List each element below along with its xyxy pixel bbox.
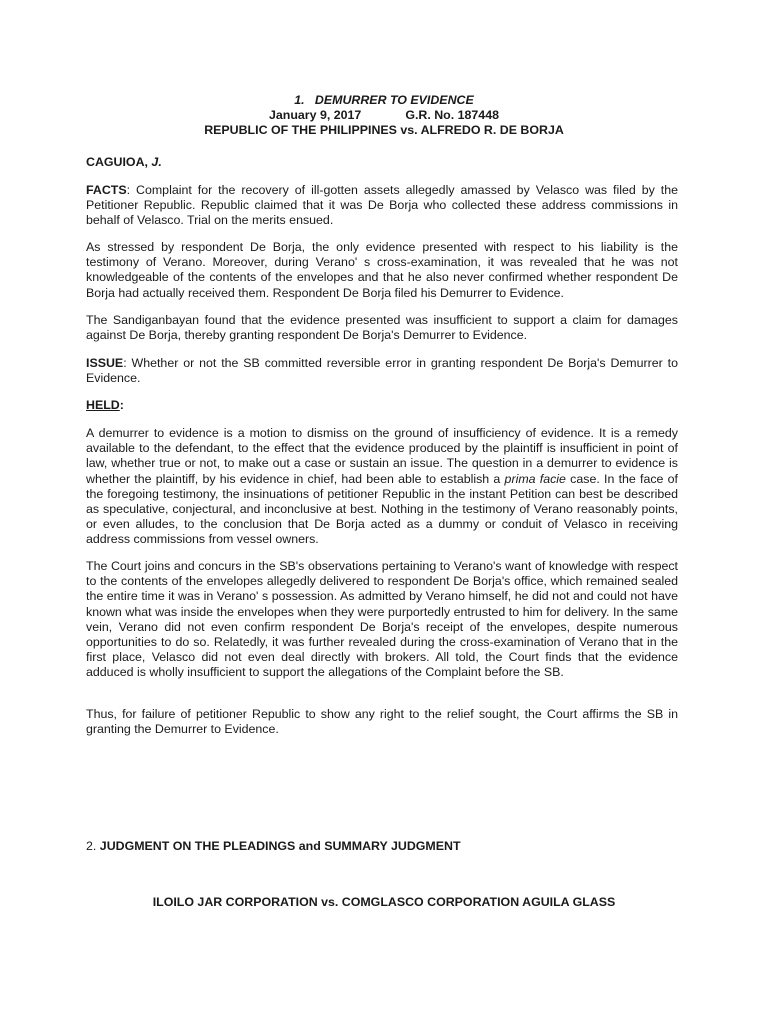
section-1-heading: [0, 93, 768, 108]
held-heading: [86, 398, 678, 413]
section-1-number: 1.: [294, 93, 305, 107]
issue-paragraph: [86, 356, 678, 386]
issue-label: ISSUE: [86, 356, 124, 370]
section-1-title: DEMURRER TO EVIDENCE: [314, 93, 474, 107]
held-paragraph-1-before: A demurrer to evidence is a motion to dismiss on the ground of insufficiency of evidence. It is a remedy available to the defendant, to the effect that the evidence produced by the plaintiff is insufficient in point of law, whether true or not, to make out a case or sustain an issue. The question in a demurrer to evidence is whether the plaintiff, by his evidence in chief, had been able to establish a: [86, 426, 678, 486]
held-paragraph-1-italic: prima facie: [504, 471, 566, 486]
ponente-name: CAGUIOA,: [86, 155, 148, 169]
ponente: [86, 155, 678, 170]
section-2-number: 2.: [86, 839, 97, 853]
case-date: January 9, 2017: [269, 108, 362, 122]
facts-label: FACTS: [86, 183, 127, 197]
case-date-line: [0, 108, 768, 123]
facts-paragraph: [86, 183, 678, 229]
section-2-heading: [86, 839, 678, 854]
held-colon: :: [119, 398, 124, 412]
held-label: HELD: [86, 398, 120, 412]
held-paragraph-1-after: case. In the face of the foregoing testimony, the insinuations of petitioner Republic in the instant Petition can best be described as speculative, conjectural, and inconclusive at best. Nothing in the testimony of Verano reasonably points, or even alludes, to the conclusion that De Borja acted as a dummy or conduit of Velasco in receiving address commissions from vessel owners.: [86, 471, 678, 547]
case-gr-number: G.R. No. 187448: [405, 108, 499, 122]
held-paragraph-2: The Court joins and concurs in the SB's observations pertaining to Verano's want of knowledge with respect to the contents of the envelopes allegedly delivered to respondent De Borja's office, which remained sealed the entire time it was in Verano' s possession. As admitted by Verano himself, he did not and could not have known what was inside the envelopes when they were purportedly entrusted to him for delivery. In the same vein, Verano did not even confirm respondent De Borja's receipt of the envelopes, despite numerous opportunities to do so. Relatedly, it was further revealed during the cross-examination of Verano that in the first place, Velasco did not even deal directly with brokers. All told, the Court finds that the evidence adduced is wholly insufficient to support the allegations of the Complaint before the SB.: [86, 559, 678, 680]
facts-text: : Complaint for the recovery of ill-gotten assets allegedly amassed by Velasco was filed by the Petitioner Republic. Republic claimed that it was De Borja who collected these address commissions in behalf of Velasco. Trial on the merits ensued.: [86, 183, 678, 228]
held-paragraph-1: [86, 426, 678, 548]
case-title: REPUBLIC OF THE PHILIPPINES vs. ALFREDO R. DE BORJA: [204, 123, 564, 137]
respondent-paragraph: As stressed by respondent De Borja, the only evidence presented with respect to his liability is the testimony of Verano. Moreover, during Verano' s cross-examination, it was revealed that he was not knowledgeable of the contents of the envelopes and that he also never confirmed whether respondent De Borja had actually received them. Respondent De Borja filed his Demurrer to Evidence.: [86, 240, 678, 300]
held-paragraph-3: Thus, for failure of petitioner Republic to show any right to the relief sought, the Court affirms the SB in granting the Demurrer to Evidence.: [86, 707, 678, 737]
ponente-suffix: J.: [151, 155, 162, 169]
section-2-title: JUDGMENT ON THE PLEADINGS and SUMMARY JUDGMENT: [99, 839, 461, 853]
issue-text: : Whether or not the SB committed reversible error in granting respondent De Borja's Demurrer to Evidence.: [86, 356, 678, 386]
sandiganbayan-paragraph: The Sandiganbayan found that the evidence presented was insufficient to support a claim for damages against De Borja, thereby granting respondent De Borja's Demurrer to Evidence.: [86, 313, 678, 343]
case-2-title: ILOILO JAR CORPORATION vs. COMGLASCO CORPORATION AGUILA GLASS: [152, 895, 616, 909]
